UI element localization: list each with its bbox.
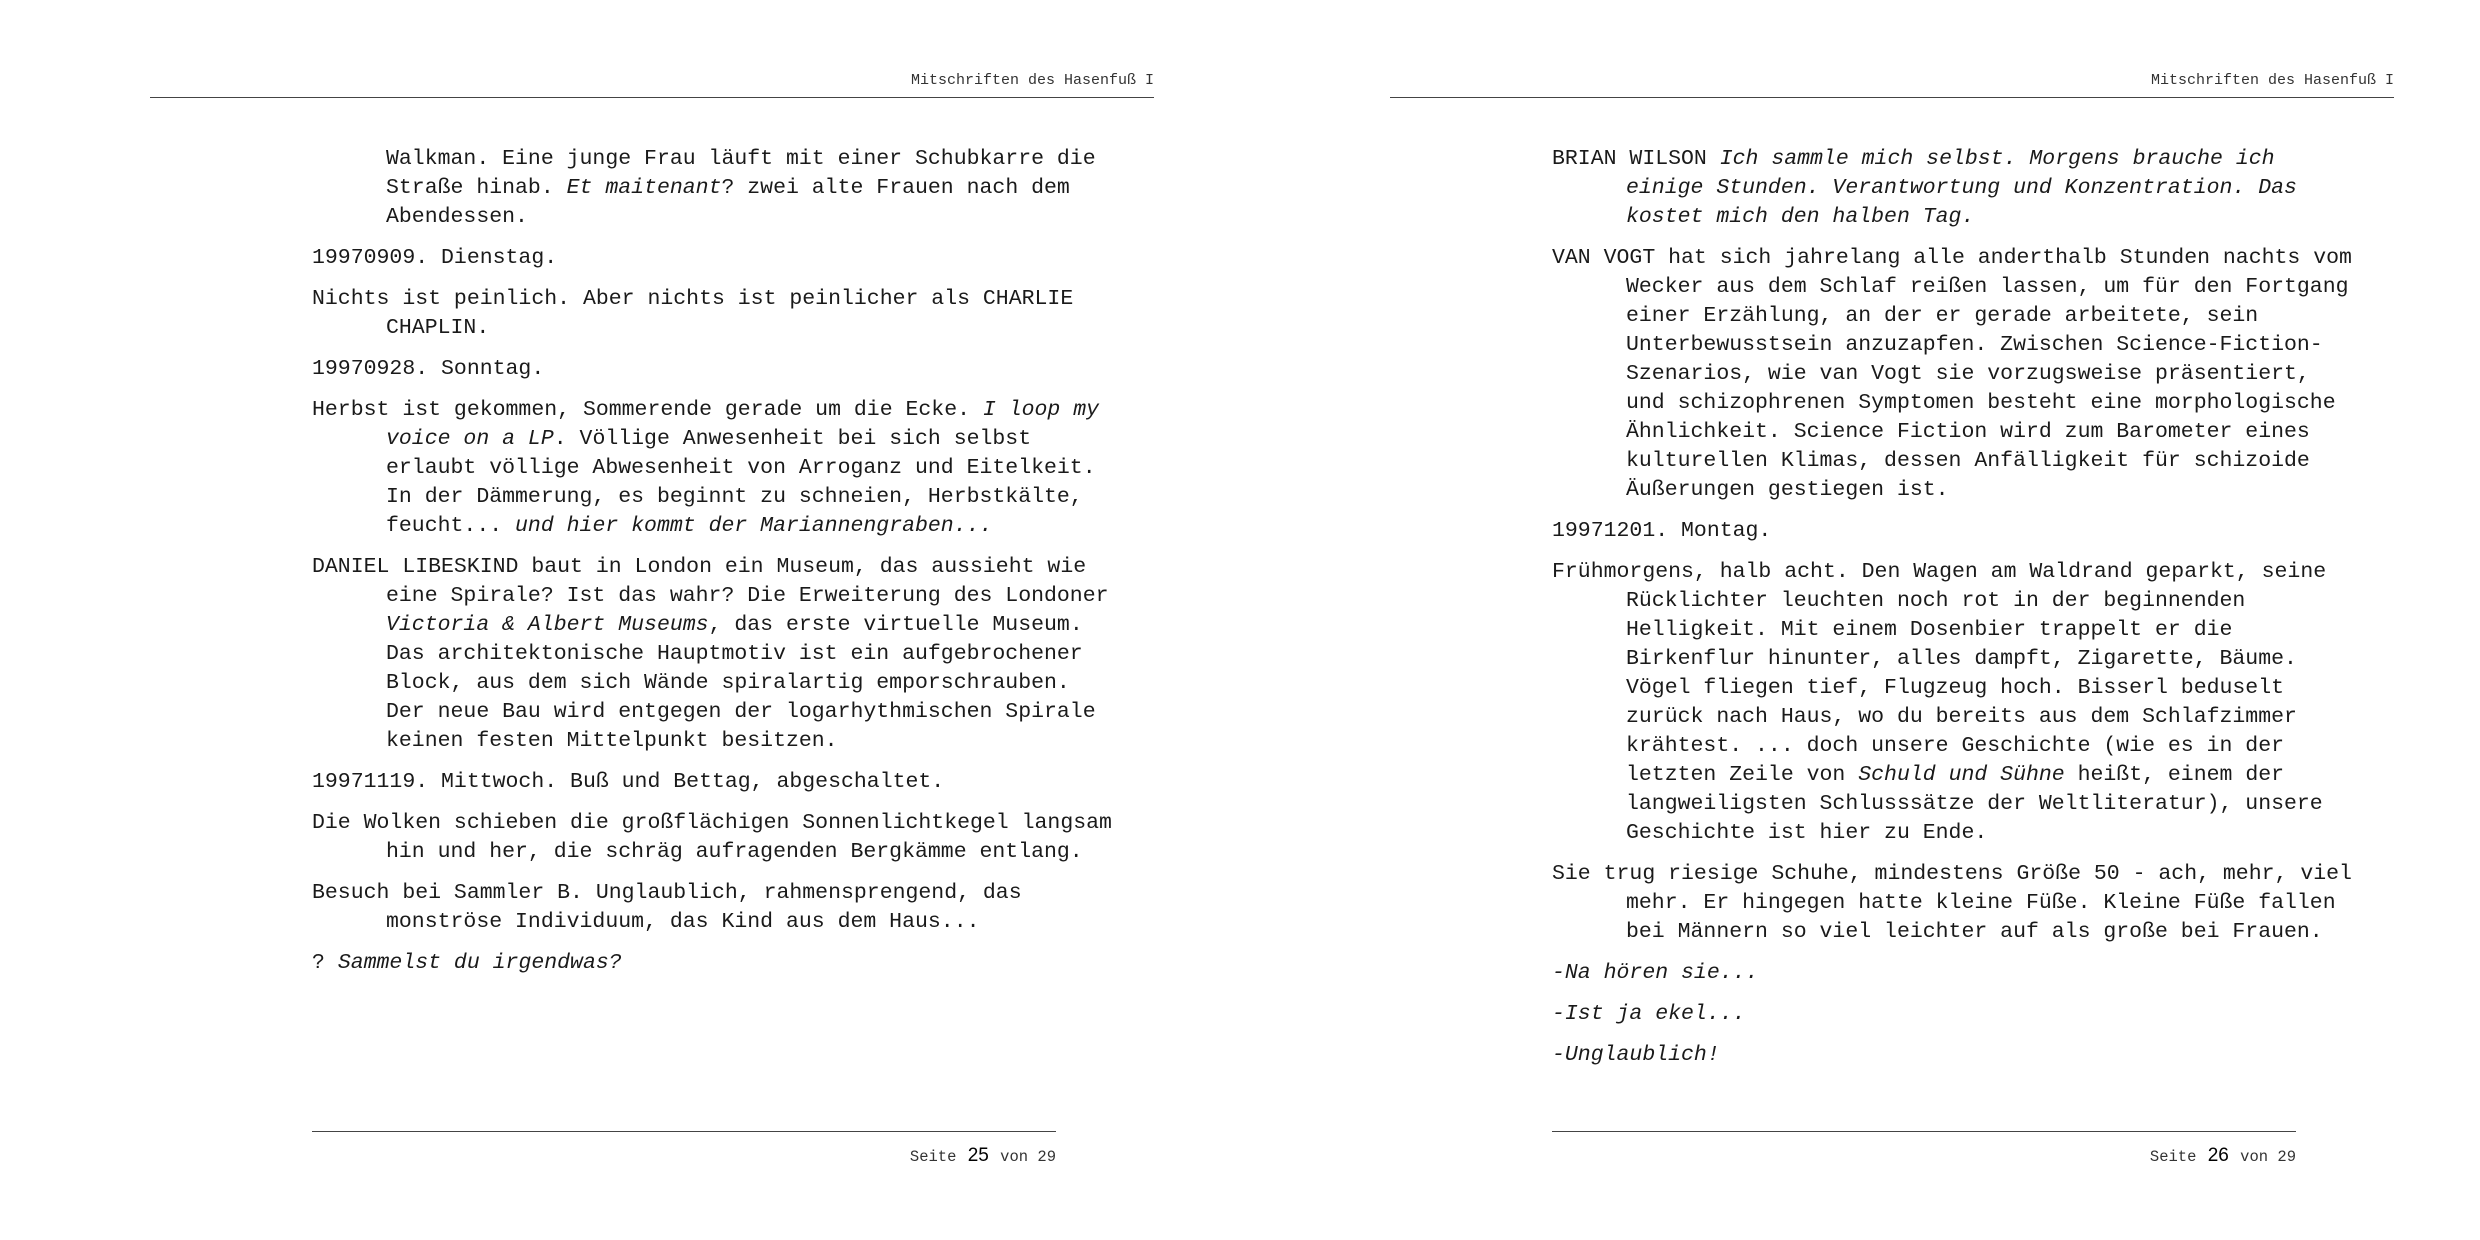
right-page [1240, 0, 2480, 1240]
paragraph: Walkman. Eine junge Frau läuft mit einer Schubkarre die Straße hinab. Et maitenant? zwei alte Frauen nach dem Abendessen. [386, 147, 1096, 229]
dialogue-line: -Ist ja ekel... [1552, 1002, 1746, 1026]
paragraph: ? Sammelst du irgendwas? [312, 951, 622, 975]
running-head: Mitschriften des Hasenfuß I [2150, 72, 2394, 89]
page-footer: Seite 25 von 29 [909, 1145, 1056, 1166]
running-head: Mitschriften des Hasenfuß I [910, 72, 1154, 89]
paragraph: Frühmorgens, halb acht. Den Wagen am Waldrand geparkt, seine Rücklichter leuchten noch rot in der beginnenden Helligkeit. Mit einem Dosenbier trappelt er die Birkenflur hinunter, alles dampft, Zigarette, Bäume. Vögel fliegen tief, Flugzeug hoch. Bisserl beduselt zurück nach Haus, wo du bereits aus dem Schlafzimmer krähtest. ... doch unsere Geschichte (wie es in der letzten Zeile von Schuld und Sühne heißt, einem der langweiligsten Schlusssätze der Weltliteratur), unsere Geschichte ist hier zu Ende. [1552, 560, 2327, 845]
page-total: 29 [2277, 1148, 2296, 1166]
footer-rule [1552, 1131, 2296, 1132]
page-total: 29 [1037, 1148, 1056, 1166]
paragraph: BRIAN WILSON Ich sammle mich selbst. Morgens brauche ich einige Stunden. Verantwortung und Konzentration. Das kostet mich den halben Tag. [1552, 147, 2297, 229]
header-rule [150, 97, 1154, 98]
date-entry: 19970909. Dienstag. [312, 246, 558, 270]
paragraph: Sie trug riesige Schuhe, mindestens Größe 50 - ach, mehr, viel mehr. Er hingegen hatte kleine Füße. Kleine Füße fallen bei Männern so viel leichter auf als große bei Frauen. [1552, 862, 2352, 944]
date-entry: 19971119. Mittwoch. Buß und Bettag, abgeschaltet. [312, 770, 945, 794]
page-footer: Seite 26 von 29 [2149, 1145, 2296, 1166]
paragraph: Herbst ist gekommen, Sommerende gerade um die Ecke. I loop my voice on a LP. Völlige Anwesenheit bei sich selbst erlaubt völlige Abwesenheit von Arroganz und Eitelkeit. In der Dämmerung, es beginnt zu schneien, Herbstkälte, feucht... und hier kommt der Mariannengraben... [312, 398, 1100, 538]
page-body [312, 145, 1112, 990]
page-number: 26 [2207, 1145, 2229, 1166]
paragraph: Die Wolken schieben die großflächigen Sonnenlichtkegel langsam hin und her, die schräg aufragenden Bergkämme entlang. [312, 811, 1112, 864]
date-entry: 19971201. Montag. [1552, 519, 1772, 543]
dialogue-line: -Unglaublich! [1552, 1043, 1720, 1067]
page-number: 25 [967, 1145, 989, 1166]
paragraph: Nichts ist peinlich. Aber nichts ist peinlicher als CHARLIE CHAPLIN. [312, 287, 1074, 340]
paragraph: VAN VOGT hat sich jahrelang alle anderthalb Stunden nachts vom Wecker aus dem Schlaf reißen lassen, um für den Fortgang einer Erzählung, an der er gerade arbeitete, sein Unterbewusstsein anzuzapfen. Zwischen Science-Fiction-Szenarios, wie van Vogt sie vorzugsweise präsentiert, und schizophrenen Symptomen besteht eine morphologische Ähnlichkeit. Science Fiction wird zum Barometer eines kulturellen Klimas, dessen Anfälligkeit für schizoide Äußerungen gestiegen ist. [1552, 246, 2352, 502]
footer-rule [312, 1131, 1056, 1132]
paragraph: DANIEL LIBESKIND baut in London ein Museum, das aussieht wie eine Spirale? Ist das wahr? Die Erweiterung des Londoner Victoria & Albert Museums, das erste virtuelle Museum. Das architektonische Hauptmotiv ist ein aufgebrochener Block, aus dem sich Wände spiralartig emporschrauben. Der neue Bau wird entgegen der logarhythmischen Spirale keinen festen Mittelpunkt besitzen. [312, 555, 1109, 753]
header-rule [1390, 97, 2394, 98]
page-body [1552, 145, 2352, 1082]
dialogue-line: -Na hören sie... [1552, 961, 1759, 985]
date-entry: 19970928. Sonntag. [312, 357, 545, 381]
paragraph: Besuch bei Sammler B. Unglaublich, rahmensprengend, das monströse Individuum, das Kind aus dem Haus... [312, 881, 1022, 934]
